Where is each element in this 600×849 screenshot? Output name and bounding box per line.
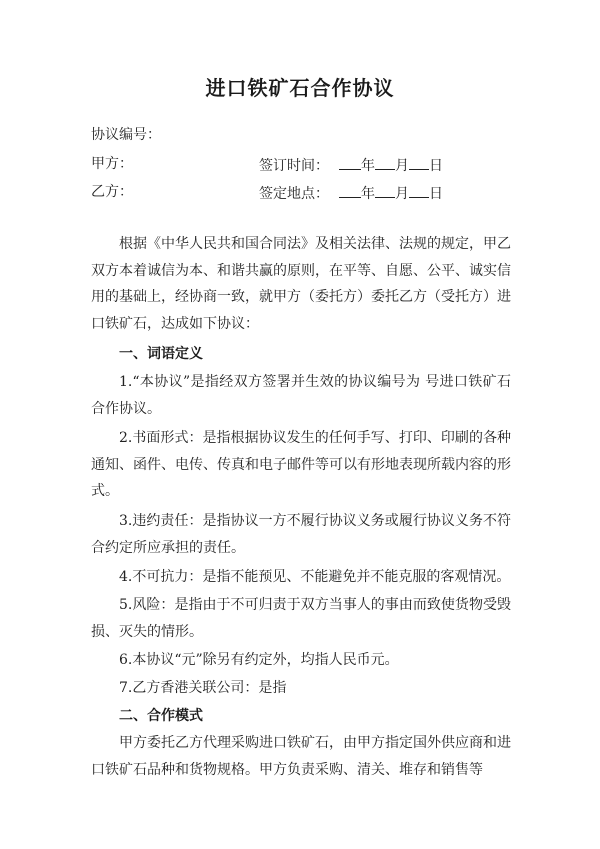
definition-item-6: 6.本协议“元”除另有约定外，均指人民币元。 [119, 652, 399, 668]
section2-heading: 二、合作模式 [119, 708, 203, 724]
definition-item-3: 3.违约责任：是指协议一方不履行协议义务或履行协议义务不符合约定所应承担的责任。 [91, 513, 511, 556]
month-blank [375, 155, 395, 170]
document-title: 进口铁矿石合作协议 [205, 76, 395, 100]
place-year-unit: 年 [361, 186, 375, 202]
month-unit: 月 [395, 158, 409, 174]
sign-time-row [259, 155, 443, 175]
section1-heading: 一、词语定义 [119, 346, 203, 362]
definition-item-1: 1.“本协议”是指经双方签署并生效的协议编号为 号进口铁矿石合作协议。 [91, 374, 511, 417]
agreement-no-label: 协议编号： [91, 127, 161, 143]
year-unit: 年 [361, 158, 375, 174]
day-unit: 日 [429, 158, 443, 174]
definition-item-7: 7.乙方香港关联公司：是指 [119, 680, 287, 696]
party-b-label: 乙方： [91, 184, 133, 200]
place-month-unit: 月 [395, 186, 409, 202]
sign-time-label: 签订时间： [259, 158, 329, 174]
place-day-unit: 日 [429, 186, 443, 202]
place-month-blank [375, 183, 395, 198]
year-blank [339, 155, 361, 170]
place-day-blank [409, 183, 429, 198]
cooperation-paragraph: 甲方委托乙方代理采购进口铁矿石，由甲方指定国外供应商和进口铁矿石品种和货物规格。甲方负责采购、清关、堆存和销售等 [91, 735, 511, 778]
sign-place-row [259, 183, 443, 203]
definition-item-5: 5.风险：是指由于不可归责于双方当事人的事由而致使货物受毁损、灭失的情形。 [91, 597, 511, 640]
party-a-label: 甲方： [91, 156, 133, 172]
sign-place-label: 签定地点： [259, 186, 329, 202]
definition-item-2: 2.书面形式：是指根据协议发生的任何手写、打印、印刷的各种通知、函件、电传、传真和电子邮件等可以有形地表现所载内容的形式。 [91, 430, 511, 499]
preamble-paragraph: 根据《中华人民共和国合同法》及相关法律、法规的规定，甲乙双方本着诚信为本、和谐共赢的原则，在平等、自愿、公平、诚实信用的基础上，经协商一致，就甲方（委托方）委托乙方（受托方）进口铁矿石，达成如下协议： [91, 236, 511, 332]
place-year-blank [339, 183, 361, 198]
definition-item-4: 4.不可抗力：是指不能预见、不能避免并不能克服的客观情况。 [119, 569, 511, 585]
day-blank [409, 155, 429, 170]
